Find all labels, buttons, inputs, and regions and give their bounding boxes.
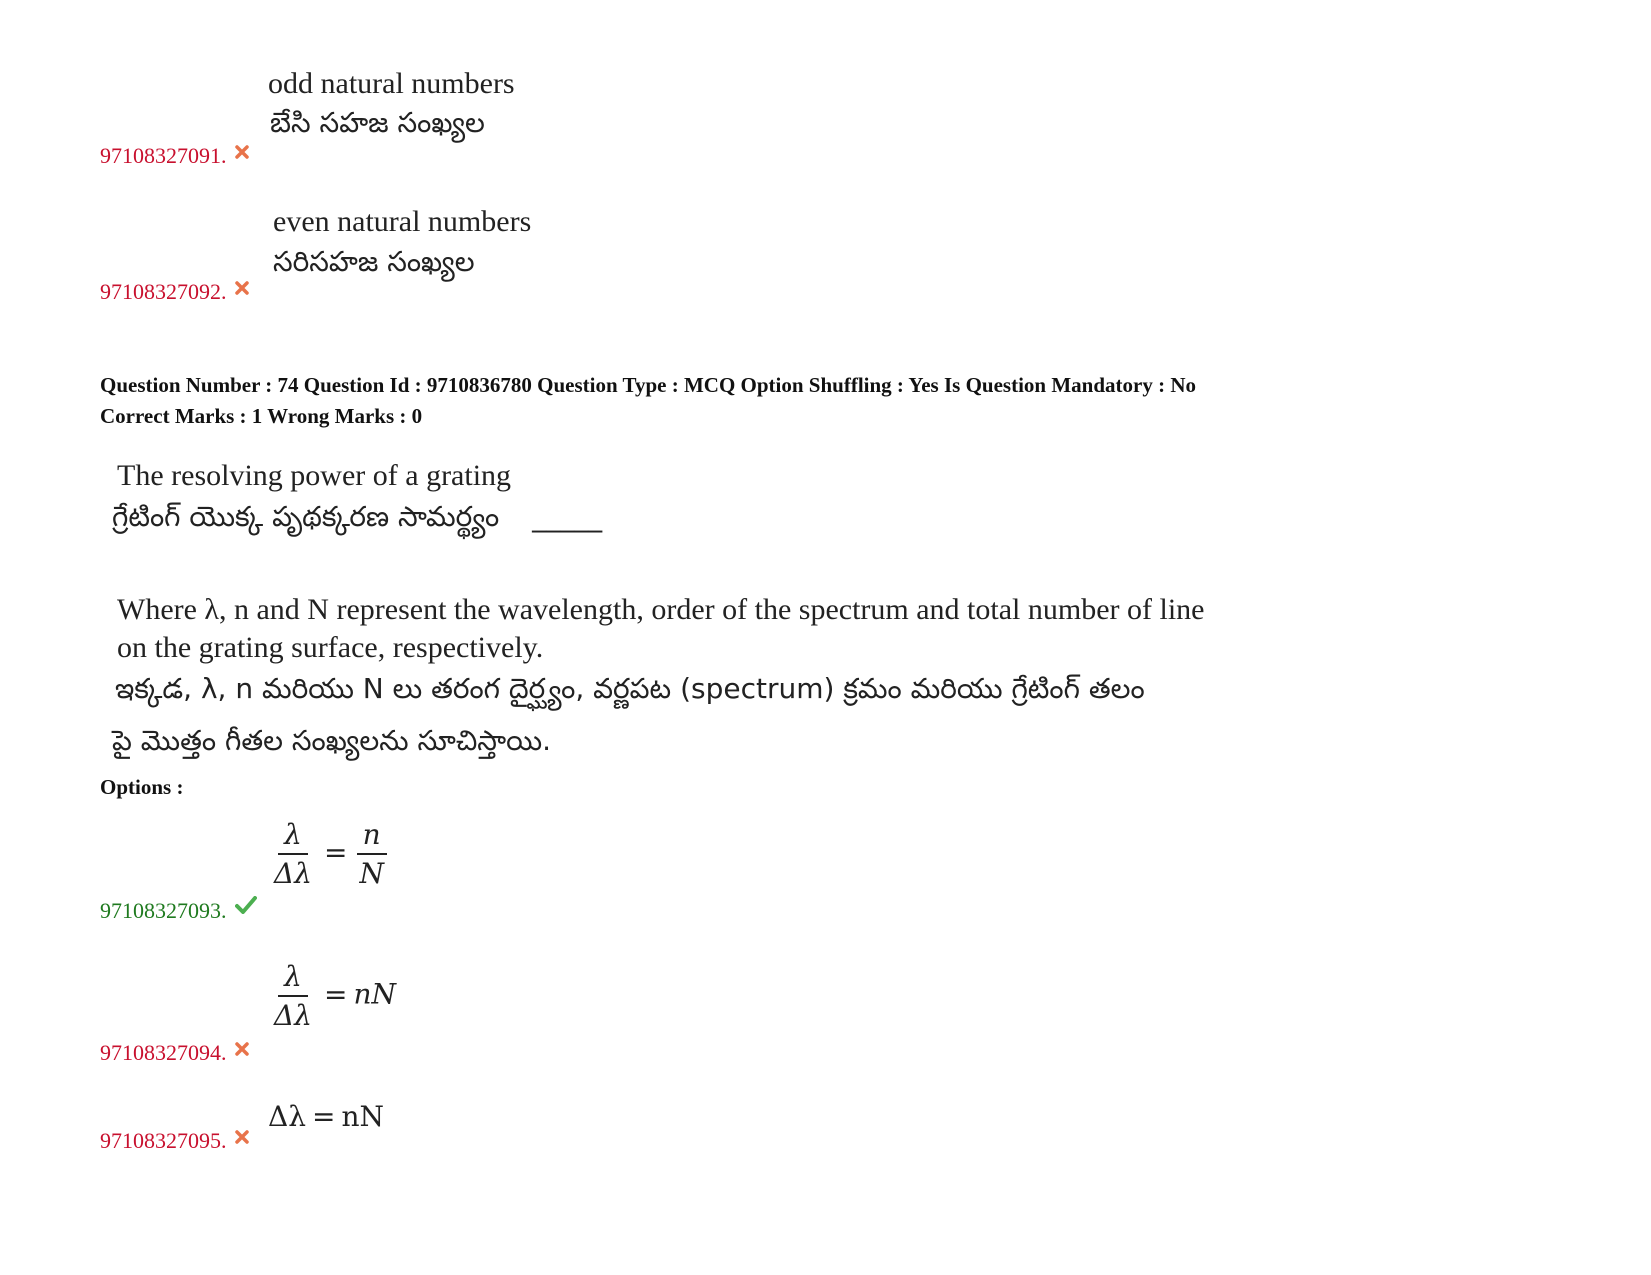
question-te-line1: ఇక్కడ, λ, n మరియు N లు తరంగ దైర్ఘ్యం, వర్ణపట (spectrum) క్రమం మరియు గ్రేటింగ్ తలం xyxy=(115,672,1145,705)
option-id-label: 97108327093. xyxy=(100,898,227,923)
fraction-numerator: λ xyxy=(278,960,308,997)
option-id-label: 97108327091. xyxy=(100,143,227,168)
fraction-numerator: λ xyxy=(278,818,308,855)
cross-icon xyxy=(235,275,249,301)
option-text-te: సరిసహజ సంఖ్యల xyxy=(273,245,475,278)
option-id xyxy=(100,139,249,169)
option-text-te: బేసి సహజ సంఖ్యల xyxy=(270,106,485,139)
question-meta-line2: Correct Marks : 1 Wrong Marks : 0 xyxy=(100,404,423,428)
option-id-label: 97108327092. xyxy=(100,279,227,304)
option-formula xyxy=(268,818,390,890)
fraction-n-over-N xyxy=(353,818,390,890)
cross-icon xyxy=(235,1124,249,1150)
formula-lhs: Δλ xyxy=(268,1100,306,1133)
equals-sign: = xyxy=(323,835,348,869)
equals-sign: = xyxy=(323,977,348,1011)
formula-rhs: nN xyxy=(353,977,396,1011)
fraction-denominator: Δλ xyxy=(274,999,312,1032)
option-text-en: even natural numbers xyxy=(273,205,532,238)
fraction-lambda-over-dlambda xyxy=(268,818,318,890)
equals-sign: = xyxy=(311,1100,336,1133)
fraction-denominator: Δλ xyxy=(274,857,312,890)
formula-rhs: nN xyxy=(341,1100,384,1133)
option-id-label: 97108327095. xyxy=(100,1128,227,1153)
option-formula xyxy=(268,960,396,1032)
question-where-line1: Where λ, n and N represent the wavelength, order of the spectrum and total number of line xyxy=(117,593,1205,626)
option-text-en: odd natural numbers xyxy=(268,67,515,100)
question-te-line2: పై మొత్తం గీతల సంఖ్యలను సూచిస్తాయి. xyxy=(112,724,552,757)
option-id xyxy=(100,1124,249,1154)
option-id xyxy=(100,275,249,305)
option-id xyxy=(100,1036,249,1066)
cross-icon xyxy=(235,1036,249,1062)
fraction-denominator: N xyxy=(359,857,384,890)
option-formula xyxy=(268,1100,384,1133)
question-stem-te-text: గ్రేటింగ్ యొక్క పృథక్కరణ సామర్థ్యం xyxy=(112,500,500,533)
check-icon xyxy=(235,894,257,920)
question-where-line2: on the grating surface, respectively. xyxy=(117,631,544,664)
options-label: Options : xyxy=(100,775,184,799)
question-stem-te xyxy=(112,500,602,540)
question-meta-line1: Question Number : 74 Question Id : 9710836780 Question Type : MCQ Option Shuffling : Yes Is Question Mandatory : No xyxy=(100,373,1196,397)
question-stem-en: The resolving power of a grating xyxy=(117,459,512,492)
fraction-numerator: n xyxy=(357,818,387,855)
answer-blank: _____ xyxy=(532,500,603,533)
option-id xyxy=(100,894,257,924)
option-id-label: 97108327094. xyxy=(100,1040,227,1065)
fraction-lambda-over-dlambda xyxy=(268,960,318,1032)
cross-icon xyxy=(235,139,249,165)
